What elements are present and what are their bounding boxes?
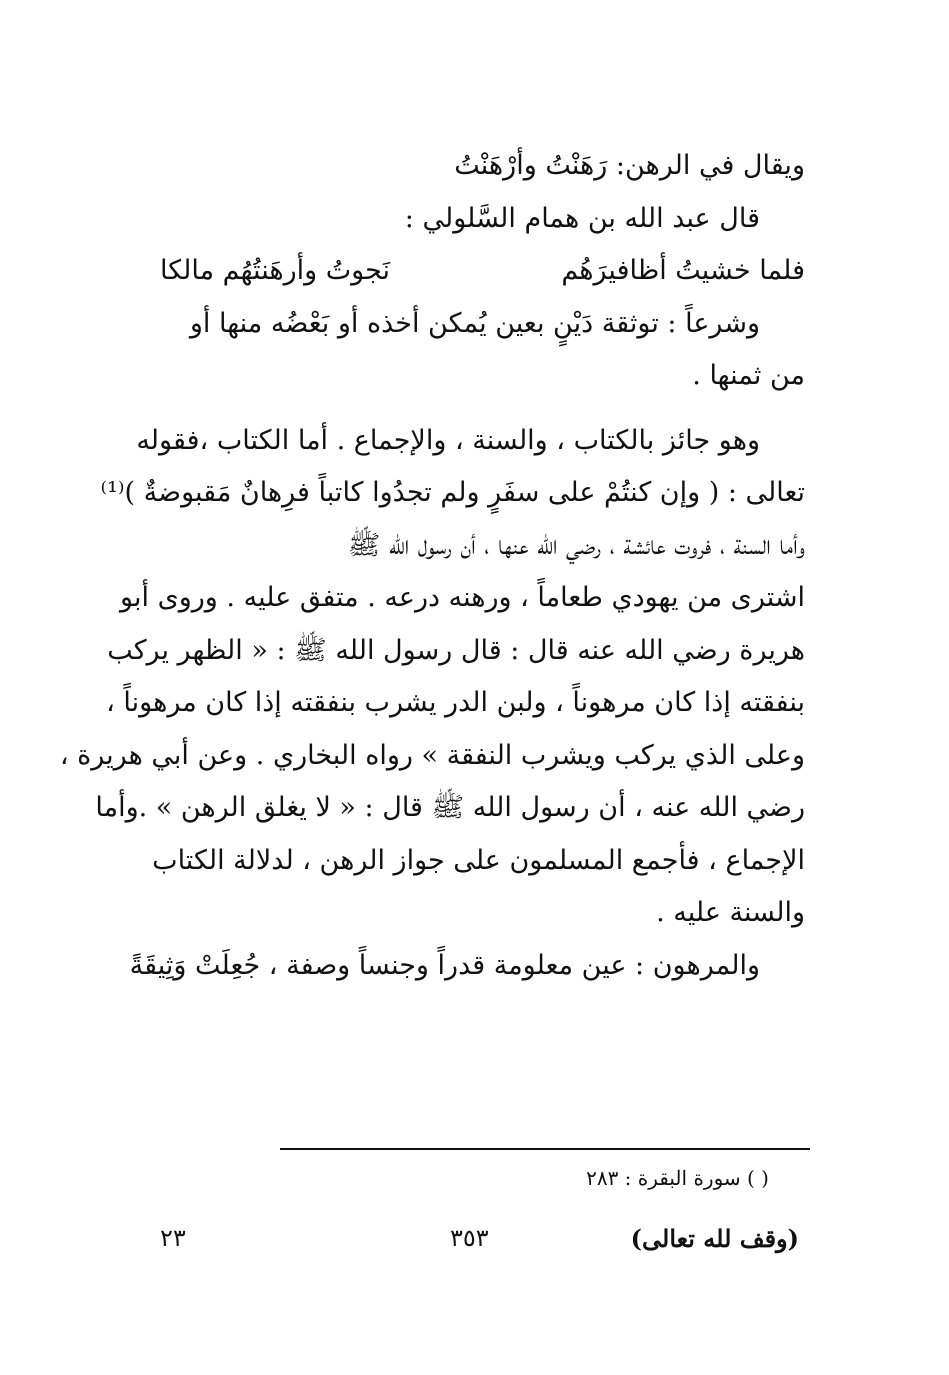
text-line: هريرة رضي الله عنه قال : قال رسول الله ﷺ : « الظهر يركب — [107, 634, 805, 666]
text-line: وهو جائز بالكتاب ، والسنة ، والإجماع . أما الكتاب ،فقوله — [136, 424, 760, 456]
text-line: بنفقته إذا كان مرهوناً ، ولبن الدر يشرب بنفقته إذا كان مرهوناً ، — [106, 687, 805, 718]
waqf-stamp: (وقف لله تعالى) — [630, 1224, 799, 1253]
text-line: وأما السنة ، فروت عائشة ، رضي الله عنها ، أن رسول الله ﷺ — [347, 529, 805, 561]
main-text — [59, 140, 805, 992]
text-line: وشرعاً : توثقة دَيْنٍ بعين يُمكن أخذه أو بَعْضُه منها أو — [189, 307, 760, 339]
text-line: ويقال في الرهن: رَهَنْتُ وأرْهَنْتُ — [454, 150, 805, 181]
text-line: اشترى من يهودي طعاماً ، ورهنه درعه . متفق عليه . وروى أبو — [120, 582, 805, 613]
text-line: والمرهون : عين معلومة قدراً وجنساً وصفة ، جُعِلَتْ وَثِيقَةً — [129, 949, 760, 981]
text-line: وعلى الذي يركب ويشرب النفقة » رواه البخاري . وعن أبي هريرة ، — [59, 739, 805, 771]
sequence-number: ٣٥٣ — [450, 1224, 489, 1252]
text-line: تعالى : ( وإن كنتُمْ على سفَرٍ ولم تجدُوا كاتباً فرِهانٌ مَقبوضةٌ )⁽¹⁾ — [100, 477, 805, 508]
footnote: ( ) سورة البقرة : ٢٨٣ — [586, 1166, 769, 1190]
text-line: الإجماع ، فأجمع المسلمون على جواز الرهن ، لدلالة الكتاب — [152, 844, 805, 876]
poetry-verse — [160, 245, 805, 298]
text-line: من ثمنها . — [692, 360, 805, 391]
footnote-separator — [280, 1148, 810, 1150]
verse-hemistich-2: نَجوتُ وأرهَنتُهُم مالكا — [160, 255, 391, 286]
page-number: ٢٣ — [160, 1224, 186, 1252]
text-line: قال عبد الله بن همام السَّلولي : — [404, 202, 760, 234]
text-line: رضي الله عنه ، أن رسول الله ﷺ قال : « لا يغلق الرهن » .وأما — [95, 792, 805, 823]
verse-hemistich-1: فلما خشيتُ أظافيرَهُم — [561, 255, 805, 286]
text-line: والسنة عليه . — [656, 897, 805, 928]
